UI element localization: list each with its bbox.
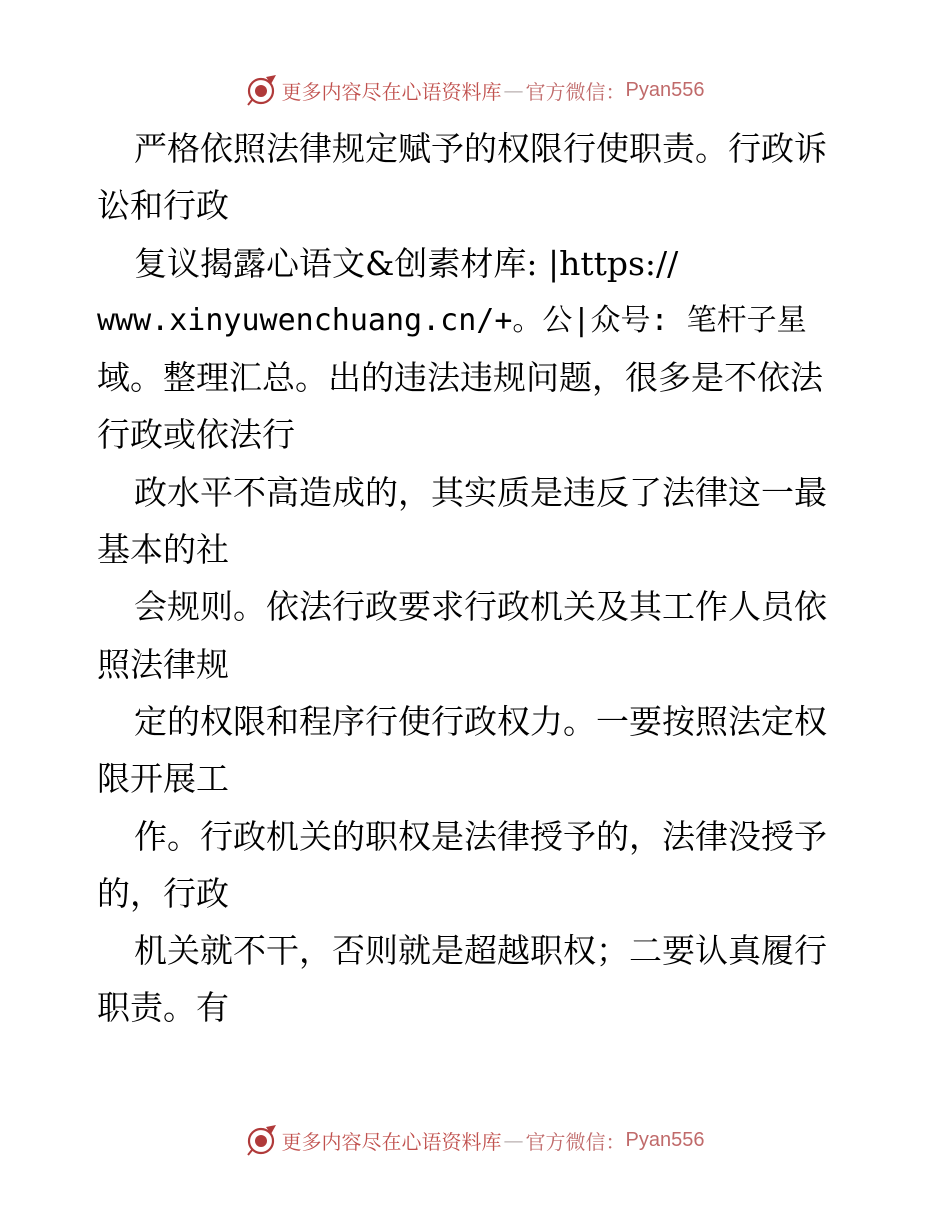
body-text (97, 120, 857, 1037)
text-line: www.xinyuwenchuang.cn/+。公|众号: 笔杆子星 (97, 302, 807, 338)
brush-seal-icon (246, 1124, 278, 1156)
header-wechat-label: 官方微信： (525, 79, 626, 104)
footer-dash: — (503, 1128, 524, 1152)
header-dash: — (503, 78, 524, 102)
text-line: 机关就不干，否则就是超越职权；二要认真履行 (134, 931, 827, 971)
text-line: 职责。有 (97, 988, 229, 1028)
footer-wechat-id: Pyan556 (625, 1128, 705, 1151)
footer-banner (0, 1120, 950, 1160)
footer-brand-text: 更多内容尽在心语资料库 (281, 1129, 502, 1154)
text-line: 基本的社 (97, 530, 229, 570)
text-line: 作。行政机关的职权是法律授予的，法律没授予 (134, 816, 827, 856)
text-line: 会规则。依法行政要求行政机关及其工作人员依 (134, 587, 827, 627)
text-line: 严格依照法律规定赋予的权限行使职责。行政诉 (134, 129, 827, 168)
text-line: 定的权限和程序行使行政权力。一要按照法定权 (134, 701, 827, 741)
text-line: 的，行政 (97, 873, 229, 913)
header-wechat-id: Pyan556 (625, 78, 705, 101)
text-line: 复议揭露心语文&创素材库: |https:// (134, 243, 679, 283)
footer-wechat-label: 官方微信： (525, 1129, 626, 1154)
text-line: 域。整理汇总。出的违法违规问题，很多是不依法 (97, 358, 823, 398)
text-line: 照法律规 (97, 644, 229, 684)
text-line: 限开展工 (97, 759, 229, 799)
header-brand-text: 更多内容尽在心语资料库 (281, 79, 502, 104)
brush-seal-icon (246, 74, 278, 106)
text-line: 讼和行政 (97, 186, 229, 226)
text-line: 政水平不高造成的，其实质是违反了法律这一最 (134, 472, 827, 512)
header-banner (0, 70, 950, 110)
text-line: 行政或依法行 (97, 415, 295, 455)
